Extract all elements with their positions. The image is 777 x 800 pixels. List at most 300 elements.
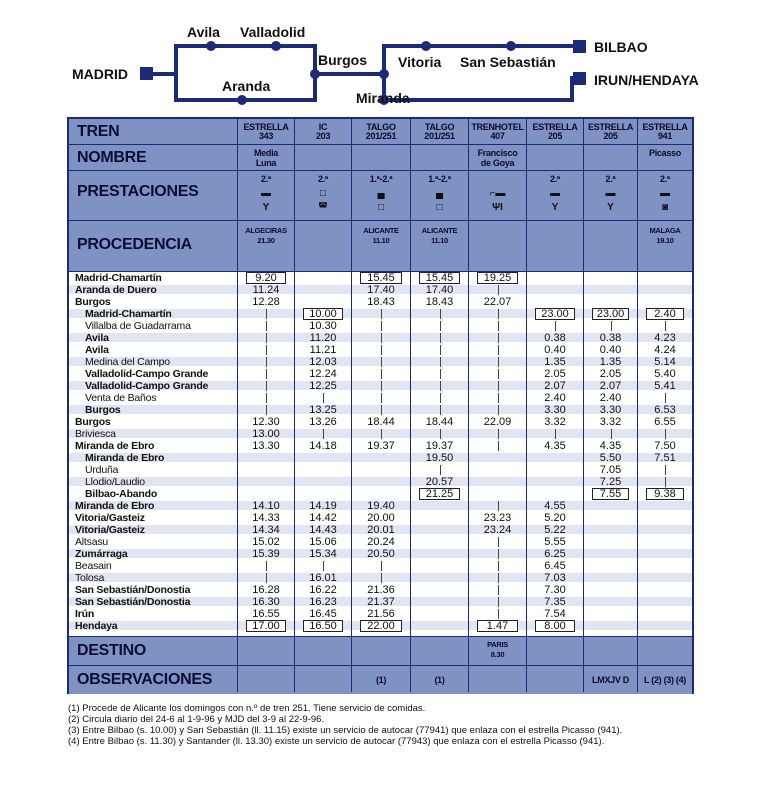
train-number: 205	[603, 131, 618, 141]
row-separator	[69, 220, 692, 221]
pass-through-marker	[498, 549, 499, 559]
pass-through-marker	[498, 309, 499, 319]
time-cell: 4.35	[599, 440, 622, 452]
time-cell: 4.23	[654, 332, 676, 344]
service-icons	[527, 187, 583, 213]
pass-through-marker	[498, 429, 499, 439]
origin-city: ALGECIRAS	[245, 226, 287, 235]
time-cell: 11.24	[252, 284, 280, 296]
pass-through-marker	[381, 321, 382, 331]
time-cell: 12.28	[252, 296, 280, 308]
time-cell: 16.01	[309, 572, 337, 584]
time-cell: 2.40	[599, 392, 622, 404]
time-cell: 17.40	[425, 284, 454, 296]
origin-city: MALAGA	[649, 226, 681, 235]
station-name: Valladolid-Campo Grande	[85, 368, 209, 380]
pass-through-marker	[665, 465, 666, 475]
time-cell: 23.24	[483, 524, 512, 536]
station-name: Llodio/Laudio	[85, 476, 145, 488]
station-name: Vitoria/Gasteiz	[75, 524, 145, 536]
time-cell: 3.32	[544, 416, 566, 428]
pass-through-marker	[266, 321, 267, 331]
observations: L (2) (3) (4)	[644, 675, 686, 685]
travel-class: 2.ª	[605, 174, 616, 184]
time-cell: 22.00	[360, 620, 402, 632]
service-icons	[584, 187, 637, 213]
station-name: Beasain	[75, 560, 112, 572]
train-name-line2: Luna	[255, 158, 277, 168]
restaurant-icon: ▄	[377, 188, 385, 199]
travel-class: 2.ª	[318, 174, 328, 184]
pass-through-marker	[498, 585, 499, 595]
station-name: Altsasu	[75, 536, 109, 548]
time-cell: 14.34	[252, 524, 280, 536]
pass-through-marker	[381, 561, 382, 571]
pass-through-marker	[665, 477, 666, 487]
time-cell: 14.42	[309, 512, 337, 524]
origin-city: ALICANTE	[421, 226, 458, 235]
station-name: Miranda de Ebro	[75, 440, 155, 452]
time-cell: 5.50	[599, 452, 622, 464]
time-cell: 7.50	[654, 440, 676, 452]
row-label-tren: TREN	[77, 123, 120, 140]
time-cell: 7.54	[544, 608, 566, 620]
train-type: ESTRELLA	[587, 122, 634, 132]
time-cell: 1.35	[599, 356, 622, 368]
time-cell: 19.50	[425, 452, 454, 464]
pass-through-marker	[440, 309, 441, 319]
pass-through-marker	[498, 501, 499, 511]
time-cell: 20.57	[425, 476, 454, 488]
train-type: ESTRELLA	[532, 122, 578, 132]
city-miranda: Miranda	[356, 90, 410, 106]
time-cell: 5.40	[654, 368, 676, 380]
time-cell: 7.55	[592, 488, 629, 500]
pass-through-marker	[266, 393, 267, 403]
time-cell: 21.25	[419, 488, 460, 500]
train-number: 201/251	[365, 131, 397, 141]
pass-through-marker	[665, 321, 666, 331]
time-cell: 6.55	[654, 416, 676, 428]
time-cell: 2.05	[599, 368, 622, 380]
footnote-4: (4) Entre Bilbao (s. 11.30) y Santander (ll. 13.30) existe un servicio de autocar (77943) que enlaza con el estrella Picasso (941).	[68, 736, 605, 747]
time-cell: 5.41	[654, 380, 676, 392]
bed-icon: ▬	[550, 188, 560, 199]
pass-through-marker	[440, 381, 441, 391]
observations: (1)	[375, 675, 387, 685]
pass-through-marker	[381, 393, 382, 403]
pass-through-marker	[498, 573, 499, 583]
time-cell: 15.39	[252, 548, 280, 560]
station-name: Avila	[85, 344, 109, 356]
pass-through-marker	[440, 429, 441, 439]
pass-through-marker	[498, 381, 499, 391]
row-separator	[69, 144, 692, 145]
time-cell: 16.28	[252, 584, 280, 596]
time-cell: 15.02	[252, 536, 280, 548]
pass-through-marker	[381, 309, 382, 319]
pass-through-marker	[440, 357, 441, 367]
station-name: Venta de Baños	[85, 392, 157, 404]
time-cell: 0.40	[599, 344, 622, 356]
train-number: 941	[657, 131, 673, 141]
footnote-2: (2) Circula diario del 24-6 al 1-9-96 y MJD del 3-9 al 22-9-96.	[68, 714, 325, 725]
train-name: Francisco	[477, 148, 518, 158]
time-cell: 20.00	[367, 512, 395, 524]
train-number: 201/251	[424, 131, 455, 141]
time-cell: 20.50	[367, 548, 395, 560]
cocktail-icon: Y	[607, 202, 614, 213]
pass-through-marker	[498, 345, 499, 355]
station-name: San Sebastián/Donostia	[75, 584, 191, 596]
time-cell: 7.51	[654, 452, 676, 464]
pass-through-marker	[440, 321, 441, 331]
time-cell: 23.00	[535, 308, 575, 320]
station-name: Valladolid-Campo Grande	[85, 380, 209, 392]
station-name: Madrid-Chamartín	[75, 272, 162, 284]
cutlery-icon: ΨΙ	[492, 202, 503, 213]
station-name: Briviesca	[75, 428, 116, 440]
pass-through-marker	[611, 321, 612, 331]
service-icons	[352, 187, 410, 213]
row-label-destino: DESTINO	[77, 642, 147, 659]
time-cell: 9.20	[246, 272, 286, 284]
pass-through-marker	[323, 561, 324, 571]
pass-through-marker	[266, 309, 267, 319]
time-cell: 19.25	[477, 272, 518, 284]
pass-through-marker	[381, 381, 382, 391]
time-cell: 18.43	[367, 296, 395, 308]
time-cell: 14.43	[309, 524, 337, 536]
pass-through-marker	[381, 333, 382, 343]
row-label-observaciones: OBSERVACIONES	[77, 671, 213, 688]
train-number: 205	[547, 131, 563, 141]
pass-through-marker	[498, 357, 499, 367]
pass-through-marker	[665, 429, 666, 439]
pass-through-marker	[266, 333, 267, 343]
time-cell: 13.25	[309, 404, 337, 416]
pass-through-marker	[266, 561, 267, 571]
row-separator	[69, 636, 692, 637]
time-cell: 12.25	[309, 380, 337, 392]
pass-through-marker	[440, 393, 441, 403]
time-cell: 6.45	[544, 560, 566, 572]
seat-icon: □	[319, 188, 327, 199]
pass-through-marker	[381, 405, 382, 415]
time-cell: 18.44	[425, 416, 454, 428]
station-name: Miranda de Ebro	[85, 452, 165, 464]
pass-through-marker	[555, 429, 556, 439]
pass-through-marker	[440, 465, 441, 475]
pass-through-marker	[498, 405, 499, 415]
station-name: Villalba de Guadarrama	[85, 320, 191, 332]
time-cell: 19.37	[425, 440, 454, 452]
time-cell: 13.00	[252, 428, 280, 440]
time-cell: 16.22	[309, 584, 337, 596]
city-valladolid: Valladolid	[240, 24, 306, 40]
train-type: TALGO	[366, 122, 396, 132]
time-cell: 22.09	[483, 416, 512, 428]
pass-through-marker	[440, 345, 441, 355]
route-map	[0, 0, 777, 118]
pass-through-marker	[323, 429, 324, 439]
origin-time: 19.10	[656, 236, 674, 245]
time-cell: 14.33	[252, 512, 280, 524]
pass-through-marker	[323, 393, 324, 403]
time-cell: 3.30	[599, 404, 622, 416]
irun-terminal-marker	[573, 72, 586, 85]
station-name: Medina del Campo	[85, 356, 170, 368]
row-separator	[69, 665, 692, 666]
service-icons	[469, 187, 526, 213]
train-name: Media	[253, 148, 278, 158]
city-burgos: Burgos	[318, 52, 367, 68]
time-cell: 7.30	[544, 584, 566, 596]
travel-class: 2.ª	[660, 174, 670, 184]
time-cell: 11.20	[309, 332, 337, 344]
time-cell: 14.19	[309, 500, 337, 512]
pass-through-marker	[498, 285, 499, 295]
time-cell: 19.40	[367, 500, 395, 512]
time-cell: 8.00	[535, 620, 575, 632]
header-band	[69, 637, 692, 665]
time-cell: 10.00	[303, 308, 343, 320]
station-name: Aranda de Duero	[75, 284, 157, 296]
time-cell: 4.55	[544, 500, 566, 512]
station-name: Vitoria/Gasteiz	[75, 512, 145, 524]
time-cell: 7.05	[599, 464, 622, 476]
time-cell: 16.45	[309, 608, 337, 620]
pass-through-marker	[498, 333, 499, 343]
station-name: Burgos	[75, 416, 111, 428]
station-name: Zumárraga	[75, 548, 128, 560]
time-cell: 1.35	[544, 356, 566, 368]
station-name: Urduña	[85, 464, 119, 476]
travel-class: 1.ª-2.ª	[369, 174, 393, 184]
time-cell: 15.45	[360, 272, 402, 284]
station-name: San Sebastián/Donostia	[75, 596, 191, 608]
footnotes	[68, 703, 728, 747]
pass-through-marker	[266, 381, 267, 391]
pass-through-marker	[498, 609, 499, 619]
city-aranda: Aranda	[222, 78, 271, 94]
time-cell: 16.30	[252, 596, 280, 608]
time-cell: 5.22	[544, 524, 566, 536]
station-name: Bilbao-Abando	[85, 488, 158, 500]
pass-through-marker	[381, 345, 382, 355]
madrid-terminal-marker	[140, 67, 153, 80]
time-cell: 3.32	[599, 416, 622, 428]
observations: LMXJV D	[592, 675, 629, 685]
city-vitoria: Vitoria	[398, 54, 442, 70]
seat-icon: □	[377, 202, 385, 213]
pass-through-marker	[440, 333, 441, 343]
time-cell: 18.43	[425, 296, 454, 308]
time-cell: 4.24	[654, 344, 676, 356]
city-madrid: MADRID	[72, 66, 128, 82]
train-type: TALGO	[424, 122, 455, 132]
time-cell: 0.40	[544, 344, 566, 356]
destination-city: PARIS	[487, 640, 508, 649]
footnote-3: (3) Entre Bilbao (s. 10.00) y San Sebastián (ll. 11.15) existe un servicio de autocar (77941) que enlaza con el estrella Picasso (941).	[68, 725, 623, 736]
time-cell: 12.03	[309, 356, 337, 368]
header-band	[69, 145, 692, 170]
time-cell: 20.01	[367, 524, 395, 536]
city-bilbao: BILBAO	[594, 39, 648, 55]
time-cell: 15.45	[419, 272, 460, 284]
travel-class: 2.ª	[261, 174, 271, 184]
time-cell: 2.40	[544, 392, 566, 404]
pass-through-marker	[381, 429, 382, 439]
travel-class: 2.ª	[550, 174, 560, 184]
bed-icon: ▬	[261, 188, 271, 199]
time-cell: 16.50	[303, 620, 343, 632]
pass-through-marker	[498, 537, 499, 547]
service-icons	[295, 187, 351, 213]
pass-through-marker	[266, 405, 267, 415]
row-label-nombre: NOMBRE	[77, 149, 147, 166]
pass-through-marker	[498, 561, 499, 571]
time-cell: 6.53	[654, 404, 676, 416]
pass-through-marker	[381, 573, 382, 583]
pass-through-marker	[266, 573, 267, 583]
pass-through-marker	[498, 369, 499, 379]
time-cell: 5.14	[654, 356, 676, 368]
time-cell: 15.06	[309, 536, 337, 548]
time-cell: 23.23	[483, 512, 512, 524]
train-name: Picasso	[649, 148, 681, 158]
origin-time: 21.30	[257, 236, 275, 245]
train-type: ESTRELLA	[642, 122, 688, 132]
train-number: 203	[315, 131, 331, 141]
bilbao-terminal-marker	[573, 40, 586, 53]
time-cell: 17.00	[246, 620, 286, 632]
service-icons	[238, 187, 294, 213]
car-icon: ◙	[661, 202, 669, 213]
time-cell: 11.21	[309, 344, 337, 356]
city-avila: Avila	[187, 24, 220, 40]
pass-through-marker	[381, 369, 382, 379]
time-cell: 23.00	[592, 308, 629, 320]
time-cell: 21.36	[367, 584, 395, 596]
station-name: Hendaya	[75, 620, 118, 632]
time-cell: 14.18	[309, 440, 337, 452]
time-cell: 5.20	[544, 512, 566, 524]
time-cell: 1.47	[477, 620, 518, 632]
pass-through-marker	[498, 393, 499, 403]
bed-icon: ▬	[605, 188, 616, 199]
time-cell: 5.55	[544, 536, 566, 548]
time-cell: 17.40	[367, 284, 395, 296]
coffee-icon: ◚	[318, 202, 328, 213]
sleeper-icon: ⌐▬	[489, 188, 506, 199]
station-name: Burgos	[75, 296, 111, 308]
footnote-1: (1) Procede de Alicante los domingos con n.º de tren 251. Tiene servicio de comidas.	[68, 703, 426, 714]
seat-icon: □	[436, 202, 443, 213]
time-cell: 19.37	[367, 440, 395, 452]
time-cell: 21.37	[367, 596, 395, 608]
destination-time: 8.30	[490, 650, 505, 659]
train-number: 407	[490, 131, 505, 141]
time-cell: 0.38	[544, 332, 566, 344]
row-label-procedencia: PROCEDENCIA	[77, 236, 192, 253]
pass-through-marker	[555, 321, 556, 331]
pass-through-marker	[381, 357, 382, 367]
time-cell: 22.07	[483, 296, 512, 308]
time-cell: 9.38	[646, 488, 684, 500]
time-cell: 2.05	[544, 368, 566, 380]
time-cell: 13.26	[309, 416, 337, 428]
restaurant-icon: ▄	[435, 188, 444, 199]
timetable	[67, 117, 694, 694]
pass-through-marker	[498, 321, 499, 331]
station-name: Avila	[85, 332, 109, 344]
time-cell: 14.10	[252, 500, 280, 512]
pass-through-marker	[440, 369, 441, 379]
time-cell: 18.44	[367, 416, 395, 428]
time-cell: 16.55	[252, 608, 280, 620]
time-cell: 2.07	[599, 380, 622, 392]
time-cell: 3.30	[544, 404, 566, 416]
train-number: 343	[258, 131, 274, 141]
time-cell: 7.03	[544, 572, 566, 584]
time-cell: 21.56	[367, 608, 395, 620]
row-label-prestaciones: PRESTACIONES	[77, 183, 199, 200]
pass-through-marker	[611, 429, 612, 439]
time-cell: 12.24	[309, 368, 337, 380]
pass-through-marker	[440, 405, 441, 415]
station-name: Madrid-Chamartín	[85, 308, 172, 320]
service-icons	[638, 187, 692, 213]
station-name: Tolosa	[75, 572, 105, 584]
time-cell: 12.30	[252, 416, 280, 428]
time-cell: 2.40	[646, 308, 684, 320]
pass-through-marker	[665, 393, 666, 403]
bed-icon: ▬	[660, 188, 670, 199]
time-cell: 7.35	[544, 596, 566, 608]
city-san-sebastian: San Sebastián	[460, 54, 556, 70]
time-cell: 13.30	[252, 440, 280, 452]
time-cell: 7.25	[599, 476, 622, 488]
observations: (1)	[434, 675, 445, 685]
train-name-line2: de Goya	[480, 158, 515, 168]
train-type: TRENHOTEL	[471, 122, 524, 132]
service-icons	[411, 187, 468, 213]
travel-class: 1.ª-2.ª	[428, 174, 451, 184]
station-name: Burgos	[85, 404, 121, 416]
time-cell: 20.24	[367, 536, 395, 548]
train-type: ESTRELLA	[243, 122, 289, 132]
cocktail-icon: Y	[262, 202, 270, 213]
pass-through-marker	[498, 441, 499, 451]
time-cell: 0.38	[599, 332, 622, 344]
origin-time: 11.10	[431, 236, 448, 245]
time-cell: 6.25	[544, 548, 566, 560]
time-cell: 4.35	[544, 440, 566, 452]
pass-through-marker	[266, 345, 267, 355]
city-irun-hendaya: IRUN/HENDAYA	[594, 72, 699, 88]
time-cell: 2.07	[544, 380, 566, 392]
train-type: IC	[318, 122, 328, 132]
row-separator	[69, 170, 692, 171]
pass-through-marker	[266, 357, 267, 367]
station-name: Miranda de Ebro	[75, 500, 155, 512]
station-name: Irún	[75, 608, 95, 620]
time-cell: 15.34	[309, 548, 337, 560]
time-cell: 10.30	[309, 320, 337, 332]
origin-city: ALICANTE	[363, 226, 399, 235]
pass-through-marker	[266, 369, 267, 379]
